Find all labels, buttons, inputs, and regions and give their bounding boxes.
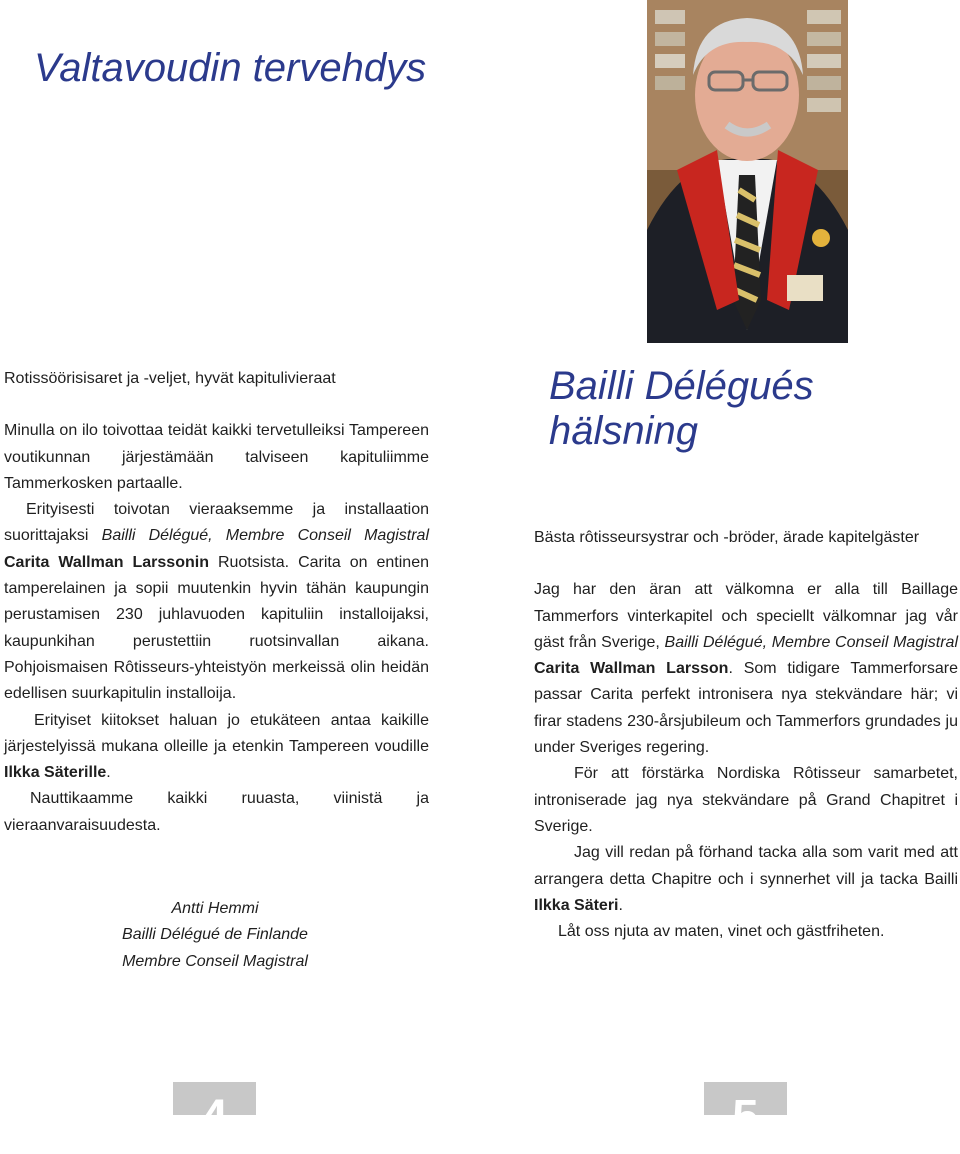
host-name-swedish: Ilkka Säteri xyxy=(534,896,619,914)
paragraph-2-swedish: För att förstärka Nordiska Rôtisseur samarbetet, introniserade jag nya stekvändare på Grand Chapitret i Sverige. xyxy=(534,765,958,835)
page-number-left xyxy=(173,1082,256,1144)
paragraph-1-swedish xyxy=(534,577,958,761)
page-number-left-text: 4 xyxy=(201,1091,228,1144)
page-title-swedish: Bailli Délégués hälsning xyxy=(549,364,814,453)
signature-title: Bailli Délégué de Finlande xyxy=(122,926,308,944)
portrait-photo xyxy=(647,0,848,343)
swedish-text-column xyxy=(534,525,958,945)
honorary-title-finnish: Bailli Délégué, Membre Conseil Magistral xyxy=(101,527,430,545)
paragraph-3-text-a: Jag vill redan på förhand tacka alla som varit med att arrangera detta Chapitre och i synnerhet vill ja tacka Bailli xyxy=(534,844,958,888)
honorary-title-swedish: Bailli Délégué, Membre Conseil Magistral xyxy=(664,633,958,651)
guest-name-finnish: Carita Wallman Larssonin xyxy=(4,553,209,571)
page-number-right-text: 5 xyxy=(732,1091,759,1144)
paragraph-1-finnish: Minulla on ilo toivottaa teidät kaikki tervetulleiksi Tampereen voutikunnan järjestämään talviseen kapituliimme Tammerkosken partaalle. xyxy=(4,422,429,492)
page-number-right xyxy=(704,1082,787,1144)
paragraph-3-text-a: Erityiset kiitokset haluan jo etukäteen antaa kaikille järjestelyissä mukana olleille ja etenkin Tampereen voudille xyxy=(4,711,429,755)
paragraph-4-swedish: Låt oss njuta av maten, vinet och gästfriheten. xyxy=(558,923,885,941)
paragraph-1-text-a: Jag har den äran att välkomna er alla till Baillage Tammerfors vinterkapitel och speciellt välkomnar jag vår gäst från Sverige, xyxy=(534,581,958,651)
greeting-swedish: Bästa rôtisseursystrar och -bröder, ärade kapitelgäster xyxy=(534,529,920,546)
paragraph-1-text-b: . Som tidigare Tammerforsare passar Carita perfekt intronisera nya stekvändare här; vi firar stadens 230-årsjubileum och Tammerfors grundades ju under Sveriges regering. xyxy=(534,660,958,757)
paragraph-3-text-b: . xyxy=(106,764,111,782)
greeting-finnish: Rotissöörisisaret ja -veljet, hyvät kapitulivieraat xyxy=(4,370,336,387)
paragraph-3-swedish xyxy=(534,840,958,919)
signature-name: Antti Hemmi xyxy=(171,900,259,917)
paragraph-2-finnish xyxy=(4,497,429,707)
signature-block xyxy=(100,896,330,975)
page-title-finnish: Valtavoudin tervehdys xyxy=(34,46,427,90)
host-name-finnish: Ilkka Säterille xyxy=(4,764,107,782)
paragraph-3-text-b: . xyxy=(618,896,623,914)
finnish-text-column xyxy=(4,366,429,839)
paragraph-2-text-b: Ruotsista. Carita on entinen tamperelainen ja sopii muutenkin hyvin tähän kaupungin perustamisen 230 juhlavuoden kapituliin installoijaksi, kaupunkihan perustettiin ruotsinvallan aikana. Pohjoismaisen Rôtisseurs-yhteistyön merkeissä olin heidän edellisen suurkapitulin installoija. xyxy=(4,553,429,703)
paragraph-3-finnish xyxy=(4,708,429,787)
signature-role: Membre Conseil Magistral xyxy=(122,952,308,970)
paragraph-4-finnish: Nauttikaamme kaikki ruuasta, viinistä ja vieraanvaraisuudesta. xyxy=(4,790,429,834)
paragraph-2-text-a: Erityisesti toivotan vieraaksemme ja installaation suorittajaksi xyxy=(4,501,429,545)
guest-name-swedish: Carita Wallman Larsson xyxy=(534,660,729,678)
